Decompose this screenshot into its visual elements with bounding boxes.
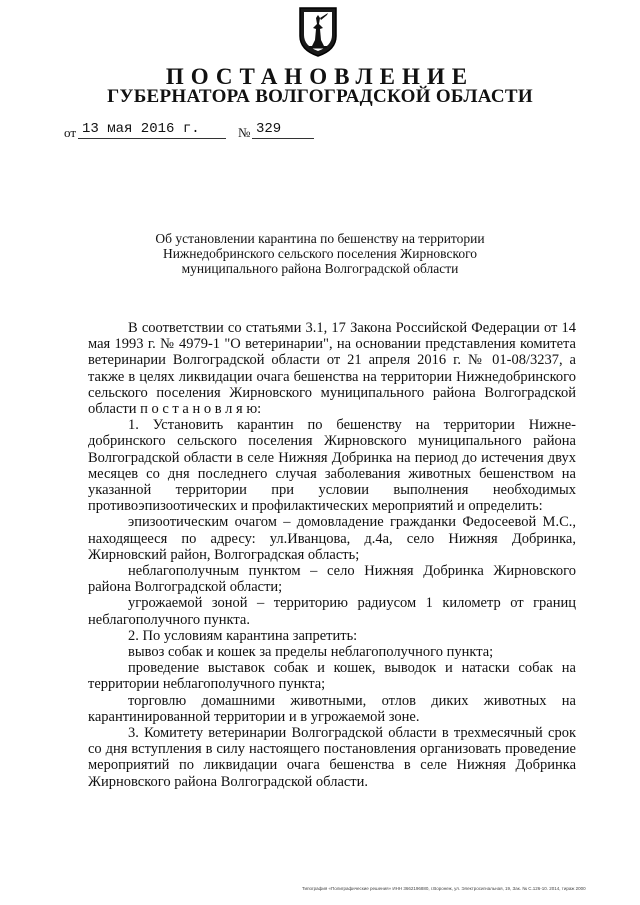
subject-line: Нижнедобринского сельского поселения Жирновского (162, 246, 478, 261)
document-title: ПОСТАНОВЛЕНИЕ (165, 64, 475, 89)
printer-footer: Типография «Полиграфические решения» ИНН 3662196880, г.Воронеж, ул. Электросигнальная, 19, Зак. № С.126-10. 2014, тираж 2000 (302, 886, 586, 891)
number-label: № (238, 125, 251, 140)
date-value: 13 мая 2016 г. (82, 121, 200, 137)
document-body (88, 320, 576, 790)
number-value: 329 (256, 121, 282, 137)
clause-2-item-exhibitions: проведение выставок собак и кошек, выводок и натаски собак на территории неблагополучного пункта; (88, 660, 576, 693)
clause-1-zone-item: угрожаемой зоной – территорию радиусом 1 километр от границ неблагополучного пункта. (88, 595, 576, 628)
number-underline (252, 138, 314, 139)
clause-3-paragraph: 3. Комитету ветеринарии Волгоградской области в трехмесячный срок со дня вступления в силу настоящего постановления организовать проведение мероприятий по ликвидации очага бешенства в селе Нижняя Добринка Жирновского района Волгоградской области. (88, 725, 576, 790)
clause-1-point-item: неблагополучным пунктом – село Нижняя Добринка Жирновского района Волгоградской области; (88, 563, 576, 596)
clause-2-paragraph: 2. По условиям карантина запретить: (128, 627, 358, 644)
clause-2-item-trade: торговлю домашними животными, отлов диких животных на карантинированной территории и в угрожаемой зоне. (88, 692, 576, 725)
subject-line: Об установлении карантина по бешенству на территории (155, 231, 485, 246)
clause-2-item-export: вывоз собак и кошек за пределы неблагополучного пункта; (128, 644, 494, 661)
clause-1-paragraph: 1. Установить карантин по бешенству на территории Нижне-добринского сельского поселения Жирновского муниципального района Волгоградской области в селе Нижняя Добринка на период до истечения двух месяцев со дня последнего случая заболевания животных бешенством на указанной территории при условии выполнения необходимых противоэпизоотических и профилактических мероприятий и определить: (88, 417, 576, 515)
date-label: от (64, 125, 77, 140)
clause-1-focus-item: эпизоотическим очагом – домовладение гражданки Федосеевой М.С., находящееся по адресу: ул.Иванцова, д.4а, село Нижняя Добринка, Жирновский район, Волгоградская область; (88, 514, 576, 563)
date-underline (78, 138, 226, 139)
subject-line: муниципального района Волгоградской области (181, 261, 459, 276)
preamble-paragraph: В соответствии со статьями 3.1, 17 Закона Российской Федерации от 14 мая 1993 г. № 4979-1 "О ветеринарии", на основании представления комитета ветеринарии Волгоградской области от 21 апреля 2016 г. № 01-08/3237, а также в целях ликвидации очага бешенства на территории Нижнедобринского сельского поселения Жирновского муниципального района Волгоградской области п о с т а н о в л я ю: (88, 320, 576, 418)
document-subtitle: ГУБЕРНАТОРА ВОЛГОГРАДСКОЙ ОБЛАСТИ (107, 86, 533, 107)
coat-of-arms-icon (298, 6, 338, 58)
document-subject (0, 231, 640, 276)
